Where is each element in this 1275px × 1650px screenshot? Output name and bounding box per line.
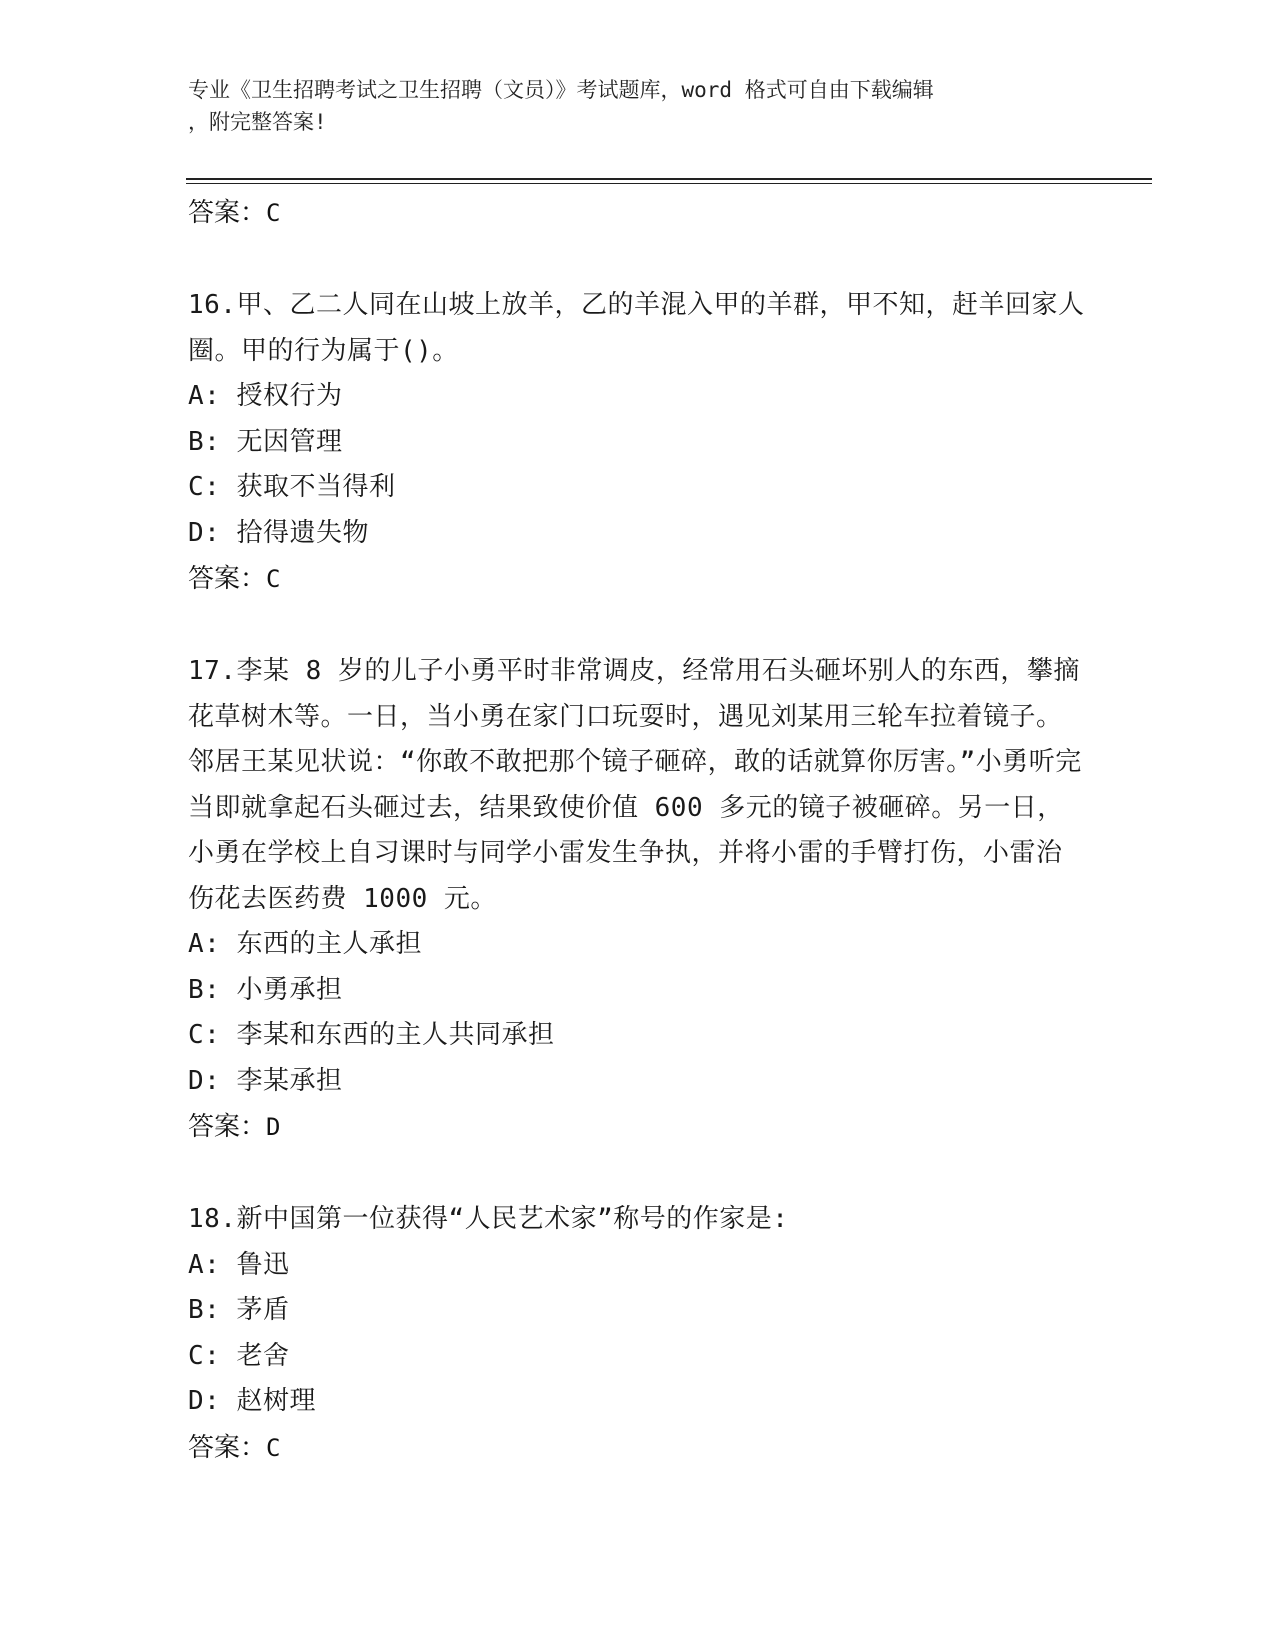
option-b: B: 无因管理: [188, 426, 343, 457]
question-stem: 18.新中国第一位获得“人民艺术家”称号的作家是:: [188, 1204, 789, 1234]
answer-value: D: [266, 1113, 281, 1141]
answer-label: 答案：: [188, 198, 267, 228]
answer-label: 答案：: [188, 564, 267, 594]
header-divider-thick: [186, 178, 1152, 180]
answer-value: C: [266, 199, 281, 227]
option-c: C: 老舍: [188, 1340, 290, 1371]
answer: [188, 556, 1088, 602]
answer-label: 答案：: [188, 1112, 267, 1142]
question-17: [188, 649, 1088, 1150]
option-b: B: 小勇承担: [188, 974, 343, 1005]
option-a: A: 授权行为: [188, 381, 343, 411]
answer: [188, 1425, 1088, 1471]
option-c: C: 获取不当得利: [188, 472, 396, 502]
option-d: D: 李某承担: [188, 1065, 343, 1096]
question-18: [188, 1197, 1088, 1471]
option-d: D: 赵树理: [188, 1386, 316, 1416]
question-stem: 17.李某 8 岁的儿子小勇平时非常调皮，经常用石头砸坏别人的东西，攀摘花草树木等。一日，当小勇在家门口玩耍时，遇见刘某用三轮车拉着镜子。邻居王某见状说：“你敢不敢把那个镜子砸碎，敢的话就算你厉害。”小勇听完当即就拿起石头砸过去，结果致使价值 600 多元的镜子被砸碎。另一日，小勇在学校上自习课时与同学小雷发生争执，并将小雷的手臂打伤，小雷治伤花去医药费 1000 元。: [188, 656, 1082, 914]
previous-answer: [188, 190, 1088, 236]
header-line-1: 专业《卫生招聘考试之卫生招聘（文员）》考试题库，word 格式可自由下载编辑: [188, 78, 934, 102]
header-line-2: ，附完整答案!: [188, 110, 327, 134]
document-header: [188, 74, 1088, 138]
question-list: [188, 190, 1088, 1471]
option-d: D: 拾得遗失物: [188, 517, 369, 548]
question-16: [188, 283, 1088, 602]
option-c: C: 李某和东西的主人共同承担: [188, 1020, 555, 1050]
answer: [188, 1104, 1088, 1150]
header-divider-thin: [186, 183, 1152, 184]
option-a: A: 东西的主人承担: [188, 929, 422, 959]
option-a: A: 鲁迅: [188, 1249, 290, 1280]
answer-value: C: [266, 1433, 281, 1462]
answer-label: 答案：: [188, 1432, 267, 1463]
question-stem: 16.甲、乙二人同在山坡上放羊，乙的羊混入甲的羊群，甲不知，赶羊回家人圈。甲的行为属于()。: [188, 290, 1085, 366]
answer-value: C: [266, 565, 281, 593]
option-b: B: 茅盾: [188, 1295, 290, 1325]
